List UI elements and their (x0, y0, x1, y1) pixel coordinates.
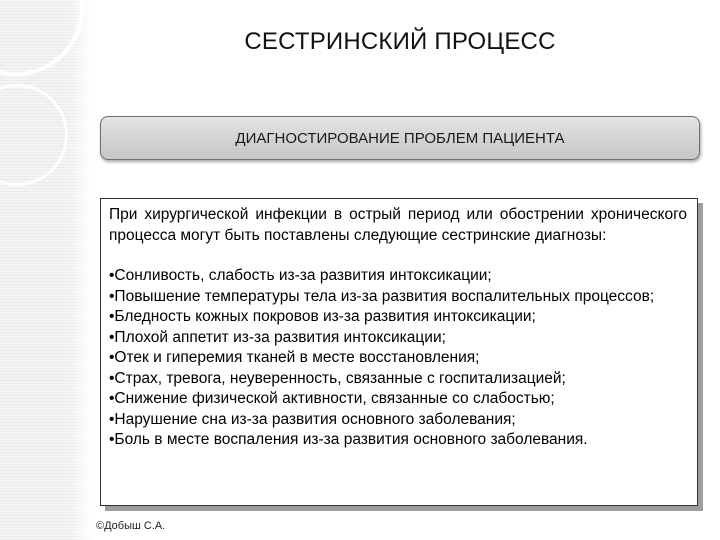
list-item: •Боль в месте воспаления из-за развития основного заболевания. (109, 431, 588, 448)
decorative-side-pattern (0, 0, 92, 540)
diagnoses-list (109, 266, 687, 451)
list-item: •Повышение температуры тела из-за развития воспалительных процессов; (109, 287, 655, 305)
list-item: •Страх, тревога, неуверенность, связанные с госпитализацией; (109, 369, 566, 387)
list-item: •Нарушение сна из-за развития основного заболевания; (109, 410, 516, 428)
list-item: •Сонливость, слабость из-за развития интоксикации; (109, 267, 492, 284)
list-item: •Отек и гиперемия тканей в месте восстановления; (109, 349, 480, 366)
slide-title: СЕСТРИНСКИЙ ПРОЦЕСС (244, 28, 556, 55)
list-item: •Плохой аппетит из-за развития интоксикации; (109, 328, 446, 346)
section-header-label: ДИАГНОСТИРОВАНИЕ ПРОБЛЕМ ПАЦИЕНТА (235, 129, 565, 147)
author-credit: ©Добыш С.А. (96, 520, 166, 532)
intro-paragraph: При хирургической инфекции в острый период или обострении хронического процесса могут быть поставлены следующие сестринские диагнозы: (109, 206, 687, 244)
section-header (100, 116, 700, 160)
list-item: •Бледность кожных покровов из-за развития интоксикации; (109, 308, 536, 325)
decorative-circle-middle (0, 84, 68, 186)
decorative-circle-top (0, 0, 84, 76)
diagnoses-content-box (100, 198, 698, 506)
list-item: •Снижение физической активности, связанные со слабостью; (109, 390, 555, 407)
